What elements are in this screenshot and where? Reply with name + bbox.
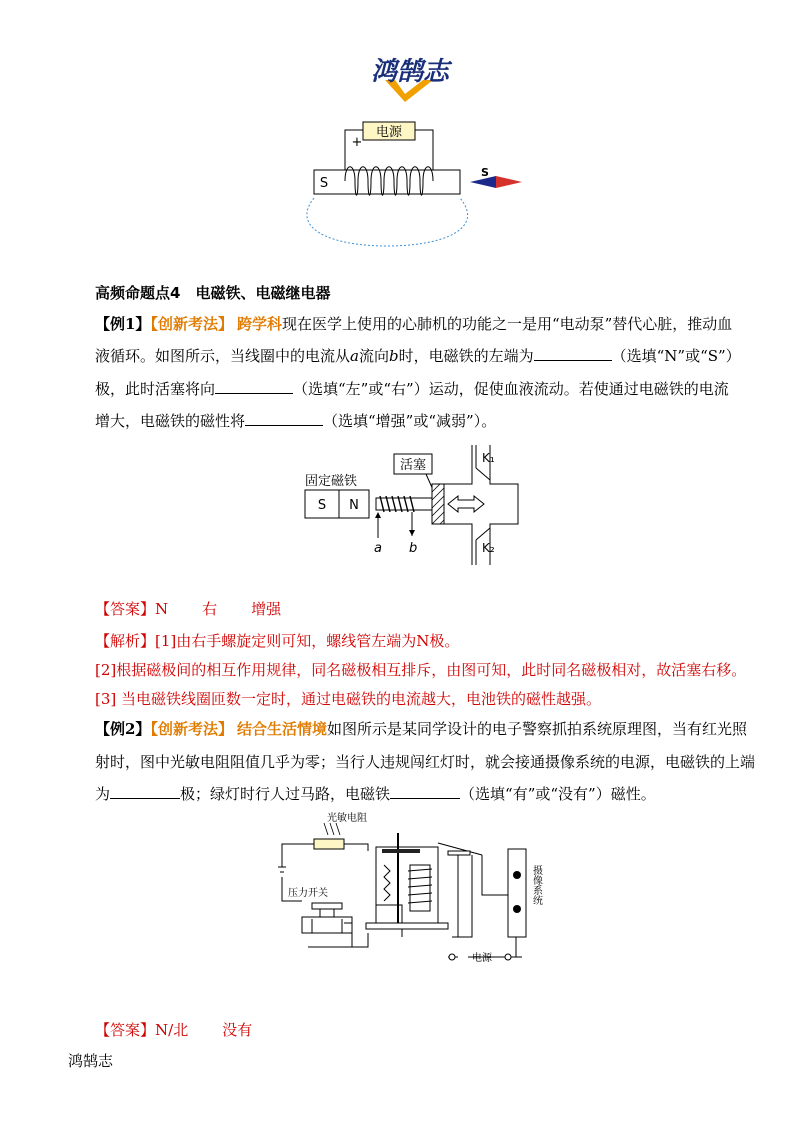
ex1-subject: 跨学科 [236,315,282,333]
ex1-blank1[interactable] [534,346,612,361]
plus-sign: + [351,135,363,150]
camera-system [508,849,526,937]
footer-text: 鸿鹄志 [68,1052,114,1070]
figure-electronic-police [272,805,562,970]
ex2-line1 [95,719,747,739]
camera-lens-icon [513,905,521,913]
terminal-a: a [374,541,382,556]
valve-k2 [476,528,490,540]
ex2-blank2[interactable] [390,784,460,799]
camera-lens-icon [513,871,521,879]
ex2-text1: 如图所示是某同学设计的电子警察抓拍系统原理图，当有红光照 [326,720,747,738]
electromagnet [410,865,430,911]
ex1-line4 [95,411,496,431]
fixed-magnet-label: 固定磁铁 [305,474,358,489]
logo [355,50,465,108]
ex1-text1: 现在医学上使用的心肺机的功能之一是用“电动泵”替代心脏，推动血 [281,315,733,333]
ex2-text3c: （选填“有”或“没有”）磁性。 [460,785,656,803]
ex1-tag: 【例1】 [95,315,151,333]
relay-base [366,923,448,929]
photoresistor [314,839,344,849]
analysis-line1 [95,631,459,651]
ex1-text2c: 时，电磁铁的左端为 [398,347,534,365]
valve-k2-label: K₂ [482,541,495,555]
ex2-tag: 【例2】 [95,720,151,738]
spring-icon [384,865,390,901]
ex2-subject: 结合生活情境 [236,720,327,738]
ex2-line3 [95,784,656,804]
analysis-line3: [3] 当电磁铁线圈匝数一定时，通过电磁铁的电流越大，电池铁的磁性越强。 [95,690,602,708]
ex1-line3 [95,379,729,399]
ex1-blank3[interactable] [245,411,323,426]
pole-s-left: S [319,176,329,191]
magnet-n: N [349,498,359,513]
answer2-label: 【答案】 [95,1021,156,1039]
ex2-line2: 射时，图中光敏电阻阻值几乎为零；当行人违规闯红灯时，就会接通摄像系统的电源，电磁铁的上端 [95,753,756,771]
solenoid-core [376,498,432,510]
analysis-line2: [2]根据磁极间的相互作用规律，同名磁极相互排斥，由图可知，此时同名磁极相对，故活塞右移。 [95,661,747,679]
ex2-text3a: 为 [95,785,111,803]
piston-label: 活塞 [399,458,427,473]
ex1-text2d: （选填“N”或“S”） [611,347,741,365]
answer1-v1: N [155,600,169,618]
answer2 [95,1020,252,1040]
ex1-text3a: 极，此时活塞将向 [95,380,216,398]
logo-text: 鸿鹄志 [370,57,450,87]
camera-system-label: 摄像系统 [530,865,542,905]
magnet-s: S [317,498,327,513]
terminal-right [505,954,511,960]
ex1-var-b: b [388,347,399,365]
answer1-label: 【答案】 [95,600,156,618]
ex1-text2a: 液循环。如图所示，当线圈中的电流从 [95,347,351,365]
answer1-v2: 右 [202,600,218,618]
power-source-label: 电源 [472,953,492,964]
ex1-text2b: 流向 [358,347,389,365]
pressure-switch-label: 压力开关 [288,888,328,899]
analysis-text1: [1]由右手螺旋定则可知，螺线管左端为N极。 [155,632,460,650]
ex1-blank2[interactable] [215,379,293,394]
ex1-text4b: （选填“增强”或“减弱”）。 [323,412,497,430]
figure-solenoid [300,118,530,258]
terminal-b: b [409,541,418,556]
valve-k1 [476,468,490,480]
compass-needle-icon [470,176,522,188]
light-arrows-icon [324,823,340,835]
ex1-text4a: 增大，电磁铁的磁性将 [95,412,246,430]
ex2-text3b: 极；绿灯时行人过马路，电磁铁 [180,785,391,803]
field-line [307,198,468,246]
analysis-label: 【解析】 [95,632,156,650]
section-title: 高频命题点4 电磁铁、电磁继电器 [95,284,331,302]
ex1-line2 [95,346,741,366]
ex1-text3b: （选填“左”或“右”）运动，促使血液流动。若使通过电磁铁的电流 [293,380,729,398]
ex1-line1 [95,314,732,334]
ex1-method: 【创新考法】 [150,315,233,333]
armature [382,849,420,853]
valve-k1-label: K₁ [482,451,495,465]
answer2-v1: N/北 [155,1021,189,1039]
double-arrow-icon [448,496,484,512]
power-label: 电源 [375,125,403,140]
contact-top [448,851,470,855]
photoresistor-label: 光敏电阻 [327,813,367,824]
terminal-left [449,954,455,960]
ex1-var-a: a [350,347,359,365]
figure-heart-pump [296,440,526,570]
ex2-method: 【创新考法】 [150,720,233,738]
pressure-switch-icon [302,903,352,933]
answer1-v3: 增强 [251,600,282,618]
answer2-v2: 没有 [222,1021,253,1039]
compass-s-label: S [481,166,489,179]
circuit-wires [278,843,522,957]
iron-core [314,170,460,194]
answer1 [95,599,281,619]
ex2-blank1[interactable] [110,784,180,799]
